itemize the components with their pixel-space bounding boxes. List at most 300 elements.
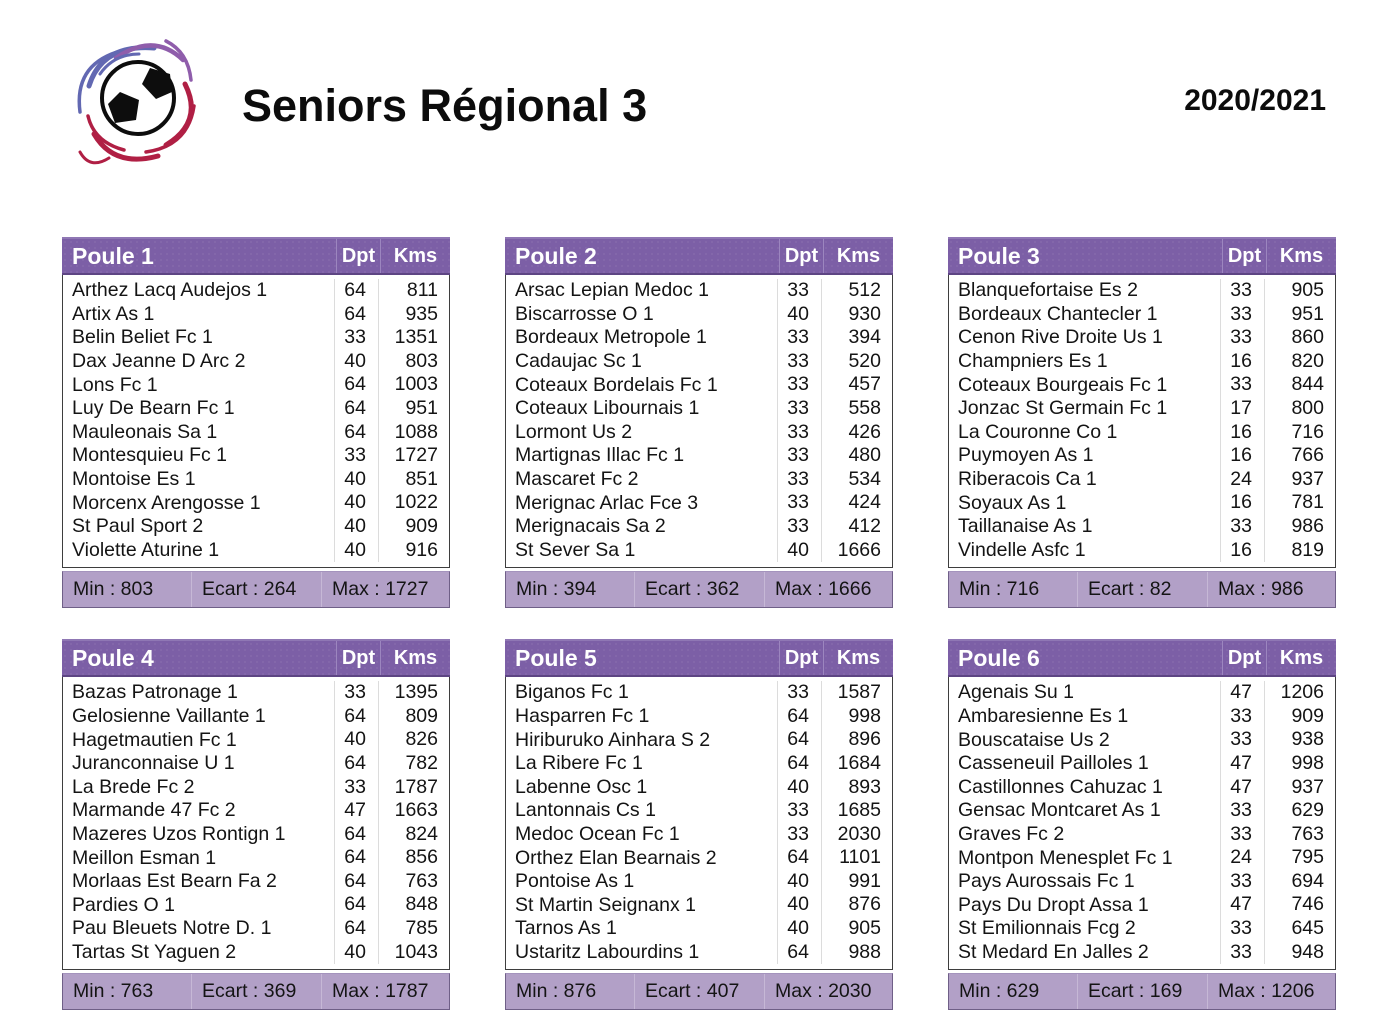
team-name: Coteaux Bourgeais Fc 1 <box>958 373 1168 396</box>
team-row <box>63 421 449 445</box>
stat-ecart: Ecart : 407 <box>634 974 764 1009</box>
team-name: St Sever Sa 1 <box>515 538 636 561</box>
team-kms: 1003 <box>378 373 447 397</box>
team-name: Lantonnais Cs 1 <box>515 799 656 822</box>
team-row <box>63 491 449 515</box>
team-dpt: 64 <box>334 917 378 941</box>
team-dpt: 64 <box>334 279 378 303</box>
team-name: Merignacais Sa 2 <box>515 515 666 538</box>
team-dpt: 47 <box>1220 776 1264 800</box>
stat-min: Min : 629 <box>959 980 1040 1003</box>
team-row <box>949 350 1335 374</box>
team-dpt: 33 <box>1220 303 1264 327</box>
col-header-kms: Kms <box>1266 641 1336 675</box>
poule-header <box>505 639 893 677</box>
team-kms: 785 <box>378 917 447 941</box>
col-header-dpt: Dpt <box>779 239 823 273</box>
team-name: Luy De Bearn Fc 1 <box>72 397 235 420</box>
team-name: Mascaret Fc 2 <box>515 468 639 491</box>
team-dpt: 33 <box>777 279 821 303</box>
team-row <box>949 444 1335 468</box>
team-name: Vindelle Asfc 1 <box>958 538 1086 561</box>
team-dpt: 33 <box>1220 373 1264 397</box>
team-kms: 916 <box>378 539 447 563</box>
team-name: Agenais Su 1 <box>958 681 1075 704</box>
team-row <box>506 941 892 965</box>
team-row <box>506 421 892 445</box>
poule-body <box>948 275 1336 568</box>
team-dpt: 24 <box>1220 846 1264 870</box>
team-kms: 1663 <box>378 799 447 823</box>
team-dpt: 33 <box>777 373 821 397</box>
team-name: Montpon Menesplet Fc 1 <box>958 846 1173 869</box>
team-kms: 905 <box>821 917 890 941</box>
team-row <box>63 444 449 468</box>
team-name: Hagetmautien Fc 1 <box>72 728 237 751</box>
team-name: Pays Du Dropt Assa 1 <box>958 893 1149 916</box>
stat-ecart: Ecart : 82 <box>1077 572 1207 607</box>
team-dpt: 17 <box>1220 397 1264 421</box>
team-name: Morlaas Est Bearn Fa 2 <box>72 870 277 893</box>
team-name: La Ribere Fc 1 <box>515 752 643 775</box>
team-dpt: 33 <box>777 421 821 445</box>
team-dpt: 64 <box>777 728 821 752</box>
team-name: Champniers Es 1 <box>958 350 1108 373</box>
team-row <box>63 279 449 303</box>
team-kms: 937 <box>1264 468 1333 492</box>
poule-stats <box>62 571 450 608</box>
team-row <box>506 491 892 515</box>
team-kms: 819 <box>1264 539 1333 563</box>
team-name: Pays Aurossais Fc 1 <box>958 870 1135 893</box>
stat-ecart: Ecart : 362 <box>634 572 764 607</box>
team-kms: 1043 <box>378 941 447 965</box>
team-dpt: 47 <box>1220 752 1264 776</box>
poule-header <box>62 237 450 275</box>
team-name: Tartas St Yaguen 2 <box>72 940 237 963</box>
team-kms: 905 <box>1264 279 1333 303</box>
team-row <box>949 728 1335 752</box>
team-row <box>63 893 449 917</box>
stat-ecart: Ecart : 369 <box>191 974 321 1009</box>
team-row <box>63 350 449 374</box>
team-row <box>949 776 1335 800</box>
team-dpt: 40 <box>334 539 378 563</box>
team-dpt: 64 <box>334 752 378 776</box>
team-row <box>506 752 892 776</box>
team-name: St Medard En Jalles 2 <box>958 940 1149 963</box>
team-kms: 951 <box>378 397 447 421</box>
team-kms: 951 <box>1264 303 1333 327</box>
team-dpt: 64 <box>334 870 378 894</box>
team-kms: 935 <box>378 303 447 327</box>
team-dpt: 33 <box>777 491 821 515</box>
team-kms: 811 <box>378 279 447 303</box>
team-kms: 1684 <box>821 752 890 776</box>
poule-body <box>505 677 893 970</box>
team-kms: 558 <box>821 397 890 421</box>
team-row <box>506 468 892 492</box>
team-dpt: 64 <box>777 941 821 965</box>
team-name: Soyaux As 1 <box>958 491 1067 514</box>
team-name: Gensac Montcaret As 1 <box>958 799 1161 822</box>
team-kms: 851 <box>378 468 447 492</box>
team-name: Meillon Esman 1 <box>72 846 217 869</box>
team-name: Morcenx Arengosse 1 <box>72 491 261 514</box>
stat-max: Max : 1727 <box>321 572 449 607</box>
team-name: Bordeaux Chantecler 1 <box>958 302 1158 325</box>
poule-table-4 <box>62 639 450 1010</box>
league-logo <box>62 28 212 176</box>
poule-table-6 <box>948 639 1336 1010</box>
poule-header <box>948 639 1336 677</box>
team-row <box>506 870 892 894</box>
team-kms: 629 <box>1264 799 1333 823</box>
team-kms: 1351 <box>378 326 447 350</box>
team-row <box>63 539 449 563</box>
team-row <box>949 326 1335 350</box>
team-kms: 1787 <box>378 776 447 800</box>
team-dpt: 40 <box>334 515 378 539</box>
poule-title: Poule 5 <box>515 644 597 671</box>
team-row <box>63 373 449 397</box>
soccer-ball-swirl-icon <box>62 28 212 176</box>
stat-min: Min : 803 <box>73 578 154 601</box>
team-kms: 746 <box>1264 893 1333 917</box>
team-row <box>63 776 449 800</box>
team-kms: 824 <box>378 823 447 847</box>
stat-max: Max : 1206 <box>1207 974 1335 1009</box>
team-kms: 645 <box>1264 917 1333 941</box>
team-dpt: 33 <box>1220 515 1264 539</box>
team-kms: 1727 <box>378 444 447 468</box>
team-row <box>63 326 449 350</box>
team-kms: 694 <box>1264 870 1333 894</box>
team-row <box>949 279 1335 303</box>
team-dpt: 33 <box>777 468 821 492</box>
team-row <box>949 705 1335 729</box>
team-name: Belin Beliet Fc 1 <box>72 326 213 349</box>
col-header-kms: Kms <box>380 641 450 675</box>
team-name: Gelosienne Vaillante 1 <box>72 705 266 728</box>
team-name: Hasparren Fc 1 <box>515 705 650 728</box>
team-dpt: 40 <box>334 728 378 752</box>
team-row <box>949 468 1335 492</box>
team-row <box>63 823 449 847</box>
poule-header <box>948 237 1336 275</box>
team-kms: 844 <box>1264 373 1333 397</box>
team-name: Lons Fc 1 <box>72 373 158 396</box>
team-row <box>506 539 892 563</box>
team-name: La Couronne Co 1 <box>958 420 1118 443</box>
team-name: Montoise Es 1 <box>72 468 196 491</box>
team-row <box>506 893 892 917</box>
poule-title: Poule 6 <box>958 644 1040 671</box>
col-header-dpt: Dpt <box>1222 641 1266 675</box>
poule-stats <box>948 973 1336 1010</box>
team-name: Ambaresienne Es 1 <box>958 705 1129 728</box>
team-name: Coteaux Libournais 1 <box>515 397 700 420</box>
team-dpt: 33 <box>1220 941 1264 965</box>
team-dpt: 64 <box>334 397 378 421</box>
team-kms: 909 <box>378 515 447 539</box>
poule-body <box>948 677 1336 970</box>
col-header-kms: Kms <box>823 641 893 675</box>
team-dpt: 16 <box>1220 350 1264 374</box>
team-row <box>506 303 892 327</box>
team-kms: 1685 <box>821 799 890 823</box>
team-dpt: 64 <box>334 421 378 445</box>
team-row <box>63 917 449 941</box>
team-row <box>949 823 1335 847</box>
team-dpt: 33 <box>777 350 821 374</box>
team-name: Montesquieu Fc 1 <box>72 444 228 467</box>
poule-stats <box>948 571 1336 608</box>
team-kms: 457 <box>821 373 890 397</box>
team-dpt: 40 <box>334 941 378 965</box>
team-name: Graves Fc 2 <box>958 822 1065 845</box>
team-kms: 809 <box>378 705 447 729</box>
team-dpt: 33 <box>777 397 821 421</box>
team-name: Pontoise As 1 <box>515 870 635 893</box>
team-name: Coteaux Bordelais Fc 1 <box>515 373 718 396</box>
team-row <box>949 491 1335 515</box>
team-dpt: 64 <box>334 823 378 847</box>
team-kms: 412 <box>821 515 890 539</box>
team-dpt: 64 <box>777 846 821 870</box>
team-kms: 826 <box>378 728 447 752</box>
team-kms: 856 <box>378 846 447 870</box>
team-dpt: 16 <box>1220 444 1264 468</box>
team-kms: 781 <box>1264 491 1333 515</box>
col-header-kms: Kms <box>380 239 450 273</box>
team-row <box>506 917 892 941</box>
team-dpt: 64 <box>334 893 378 917</box>
team-dpt: 33 <box>334 326 378 350</box>
col-header-dpt: Dpt <box>1222 239 1266 273</box>
team-kms: 820 <box>1264 350 1333 374</box>
poule-header <box>62 639 450 677</box>
team-name: Mauleonais Sa 1 <box>72 420 218 443</box>
team-kms: 763 <box>378 870 447 894</box>
team-dpt: 40 <box>777 870 821 894</box>
team-kms: 534 <box>821 468 890 492</box>
team-row <box>949 681 1335 705</box>
team-kms: 860 <box>1264 326 1333 350</box>
team-kms: 394 <box>821 326 890 350</box>
col-header-kms: Kms <box>823 239 893 273</box>
team-kms: 2030 <box>821 823 890 847</box>
team-dpt: 40 <box>777 893 821 917</box>
team-row <box>949 846 1335 870</box>
team-kms: 1022 <box>378 491 447 515</box>
team-name: Juranconnaise U 1 <box>72 752 235 775</box>
team-row <box>949 870 1335 894</box>
team-name: Hiriburuko Ainhara S 2 <box>515 728 711 751</box>
team-row <box>949 373 1335 397</box>
team-kms: 803 <box>378 350 447 374</box>
stat-min: Min : 763 <box>73 980 154 1003</box>
stat-min: Min : 876 <box>516 980 597 1003</box>
team-kms: 763 <box>1264 823 1333 847</box>
team-dpt: 33 <box>1220 799 1264 823</box>
team-dpt: 64 <box>777 705 821 729</box>
team-row <box>63 752 449 776</box>
poule-stats <box>505 571 893 608</box>
team-kms: 1666 <box>821 539 890 563</box>
team-row <box>63 397 449 421</box>
team-name: Blanquefortaise Es 2 <box>958 279 1138 302</box>
season-label: 2020/2021 <box>1184 84 1326 117</box>
team-dpt: 33 <box>334 776 378 800</box>
team-kms: 937 <box>1264 776 1333 800</box>
team-name: Biscarrosse O 1 <box>515 302 654 325</box>
team-row <box>949 893 1335 917</box>
team-name: Tarnos As 1 <box>515 917 617 940</box>
stat-ecart: Ecart : 169 <box>1077 974 1207 1009</box>
team-dpt: 16 <box>1220 421 1264 445</box>
team-row <box>949 303 1335 327</box>
team-name: Biganos Fc 1 <box>515 681 629 704</box>
team-kms: 1587 <box>821 681 890 705</box>
team-row <box>506 373 892 397</box>
team-dpt: 33 <box>777 799 821 823</box>
team-dpt: 33 <box>1220 823 1264 847</box>
team-dpt: 64 <box>777 752 821 776</box>
poule-title: Poule 2 <box>515 242 597 269</box>
team-dpt: 40 <box>777 539 821 563</box>
team-row <box>949 421 1335 445</box>
team-kms: 991 <box>821 870 890 894</box>
stat-max: Max : 1666 <box>764 572 892 607</box>
team-kms: 480 <box>821 444 890 468</box>
team-kms: 998 <box>821 705 890 729</box>
team-row <box>506 681 892 705</box>
team-dpt: 40 <box>777 776 821 800</box>
team-dpt: 47 <box>334 799 378 823</box>
team-kms: 948 <box>1264 941 1333 965</box>
team-kms: 876 <box>821 893 890 917</box>
team-dpt: 64 <box>334 303 378 327</box>
team-kms: 896 <box>821 728 890 752</box>
team-kms: 512 <box>821 279 890 303</box>
team-row <box>506 326 892 350</box>
team-kms: 520 <box>821 350 890 374</box>
team-dpt: 33 <box>1220 870 1264 894</box>
team-kms: 998 <box>1264 752 1333 776</box>
team-name: Arthez Lacq Audejos 1 <box>72 279 268 302</box>
team-row <box>949 397 1335 421</box>
team-kms: 1088 <box>378 421 447 445</box>
team-kms: 1395 <box>378 681 447 705</box>
poule-stats <box>505 973 893 1010</box>
team-row <box>506 776 892 800</box>
team-name: Bouscataise Us 2 <box>958 728 1110 751</box>
team-kms: 848 <box>378 893 447 917</box>
team-dpt: 33 <box>334 444 378 468</box>
team-row <box>506 397 892 421</box>
team-dpt: 33 <box>1220 279 1264 303</box>
team-row <box>506 846 892 870</box>
team-dpt: 24 <box>1220 468 1264 492</box>
team-dpt: 33 <box>777 444 821 468</box>
team-dpt: 33 <box>777 515 821 539</box>
page-title: Seniors Régional 3 <box>242 80 648 131</box>
col-header-kms: Kms <box>1266 239 1336 273</box>
team-dpt: 64 <box>334 705 378 729</box>
team-dpt: 33 <box>777 823 821 847</box>
team-row <box>506 350 892 374</box>
poule-body <box>505 275 893 568</box>
team-row <box>63 681 449 705</box>
poule-table-5 <box>505 639 893 1010</box>
team-row <box>506 728 892 752</box>
team-name: Martignas Illac Fc 1 <box>515 444 685 467</box>
poule-title: Poule 1 <box>72 242 154 269</box>
col-header-dpt: Dpt <box>336 239 380 273</box>
poule-title: Poule 4 <box>72 644 154 671</box>
team-dpt: 33 <box>777 326 821 350</box>
team-name: Violette Aturine 1 <box>72 538 220 561</box>
team-kms: 986 <box>1264 515 1333 539</box>
team-name: Bordeaux Metropole 1 <box>515 326 707 349</box>
team-kms: 909 <box>1264 705 1333 729</box>
team-name: Marmande 47 Fc 2 <box>72 799 236 822</box>
poule-table-2 <box>505 237 893 608</box>
team-name: Medoc Ocean Fc 1 <box>515 822 680 845</box>
poules-grid <box>62 237 1336 1010</box>
team-row <box>949 752 1335 776</box>
col-header-dpt: Dpt <box>336 641 380 675</box>
team-dpt: 40 <box>777 303 821 327</box>
team-name: Castillonnes Cahuzac 1 <box>958 775 1163 798</box>
team-row <box>63 846 449 870</box>
team-dpt: 40 <box>334 468 378 492</box>
team-name: Cenon Rive Droite Us 1 <box>958 326 1163 349</box>
team-kms: 1101 <box>821 846 890 870</box>
team-kms: 930 <box>821 303 890 327</box>
team-row <box>63 870 449 894</box>
team-name: Taillanaise As 1 <box>958 515 1093 538</box>
col-header-dpt: Dpt <box>779 641 823 675</box>
team-dpt: 33 <box>1220 728 1264 752</box>
team-name: Jonzac St Germain Fc 1 <box>958 397 1168 420</box>
team-kms: 893 <box>821 776 890 800</box>
team-row <box>949 539 1335 563</box>
team-row <box>506 444 892 468</box>
stat-ecart: Ecart : 264 <box>191 572 321 607</box>
team-dpt: 16 <box>1220 491 1264 515</box>
team-row <box>506 823 892 847</box>
poule-title: Poule 3 <box>958 242 1040 269</box>
team-dpt: 64 <box>334 373 378 397</box>
team-dpt: 40 <box>334 491 378 515</box>
team-row <box>63 303 449 327</box>
team-kms: 424 <box>821 491 890 515</box>
stat-max: Max : 2030 <box>764 974 892 1009</box>
team-dpt: 47 <box>1220 893 1264 917</box>
team-row <box>506 279 892 303</box>
team-name: St Paul Sport 2 <box>72 515 204 538</box>
team-name: Mazeres Uzos Rontign 1 <box>72 822 286 845</box>
team-row <box>63 941 449 965</box>
team-kms: 800 <box>1264 397 1333 421</box>
poule-table-1 <box>62 237 450 608</box>
stat-min: Min : 716 <box>959 578 1040 601</box>
team-row <box>949 799 1335 823</box>
poule-stats <box>62 973 450 1010</box>
team-row <box>63 468 449 492</box>
